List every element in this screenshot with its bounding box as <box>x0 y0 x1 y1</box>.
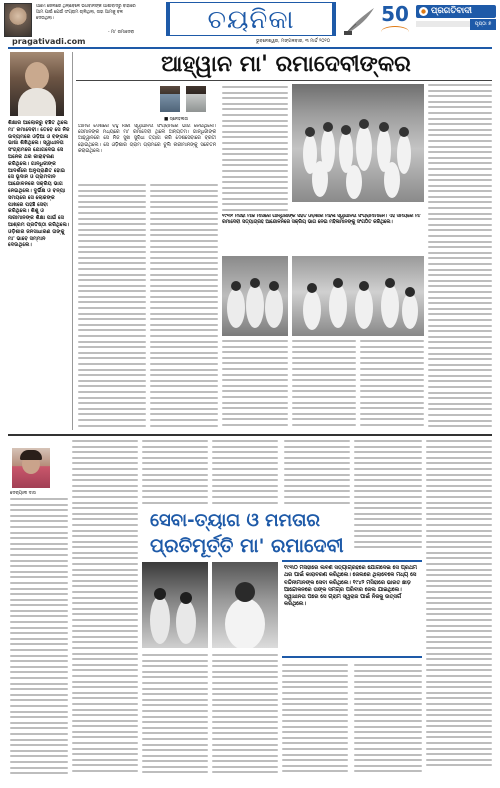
article1-column-c <box>222 86 288 214</box>
article1-intro: ଆମର ଦେଶରେ ବହୁ ନାରୀ ସ୍ୱାଧୀନତା ସଂଗ୍ରାମରେ ଭାଗ ନେଇଥିଲେ। ସେମାନଙ୍କ ମଧ୍ୟରେ ମା' ରମାଦେବୀ ଥିଲେ ଅନ୍ୟତମ। ଗାନ୍ଧିଜୀଙ୍କ ଆହ୍ୱାନରେ ସେ ନିଜ ସୁଖ ସୁବିଧା ତ୍ୟାଗ କରି ଦେଶସେବାରେ ବ୍ରତୀ ହୋଇଥିଲେ। ସେ ଓଡ଼ିଶାର ଗ୍ରାମ ଗ୍ରାମରେ ବୁଲି ନାରୀମାନଙ୍କୁ ସଚେତନ କରାଇଥିଲେ। <box>78 124 216 154</box>
article1-column-b <box>150 184 218 430</box>
article1-headline: ଆହ୍ୱାନ ମା' ରମାଦେବୀଙ୍କର <box>161 52 411 77</box>
article2-column-e <box>284 440 350 504</box>
article2-column-g <box>212 654 278 780</box>
article2-headline-line1: ସେବା-ତ୍ୟାଗ ଓ ମମତାର <box>150 510 321 531</box>
sidebar-text: ଶିକ୍ଷାର ଆଲୋକରୁ ବଞ୍ଚିତ ଥିଲେ ମା' ରମାଦେବୀ। ତେବେ ସେ ନିଜ ଉଦ୍ୟମରେ ଓଡ଼ିଆ ଓ ବଙ୍ଗଳା ଭାଷା ଶିଖିଥିଲେ। ସ୍ୱାଧୀନତା ସଂଗ୍ରାମରେ ଯୋଗଦେଇ ସେ ଅନେକ ଥର କାରାବରଣ କରିଥିଲେ। ଗାନ୍ଧିଜୀଙ୍କ ଆଦର୍ଶରେ ଅନୁପ୍ରାଣିତ ହୋଇ ସେ ଭୂଦାନ ଓ ଗ୍ରାମଦାନ ଆନ୍ଦୋଳନରେ ସକ୍ରିୟ ଭାଗ ନେଇଥିଲେ। ଦୁର୍ଭିକ୍ଷ ଓ ବନ୍ୟା ସମୟରେ ସେ ଲୋକଙ୍କ ପାଖରେ ପହଞ୍ଚି ସେବା କରିଥିଲେ। ଶିଶୁ ଓ ନାରୀମାନଙ୍କ ଶିକ୍ଷା ପାଇଁ ସେ ଆଶ୍ରମ ପ୍ରତିଷ୍ଠା କରିଥିଲେ। ଓଡ଼ିଶାର ଜନସାଧାରଣ ତାଙ୍କୁ ମା' ଭାବେ ସମ୍ମାନ ଦେଉଥିଲେ। <box>8 120 70 249</box>
article1-column-right <box>428 84 492 430</box>
article1-column-e <box>292 340 356 430</box>
article1-column-a <box>78 184 146 430</box>
article2-column-right <box>426 440 492 780</box>
article-separator <box>8 434 492 436</box>
author-photo-2 <box>186 86 206 112</box>
article1-byline: ■ ସ୍ନେହଲତା <box>164 117 189 122</box>
masthead-portrait <box>4 3 32 37</box>
article2-pullquote: ୧୯୩୦ ମସିହାରେ ଲବଣ ସତ୍ୟାଗ୍ରହରେ ଯୋଗଦେଇ ସେ ପ୍ରଥମ ଥର ପାଇଁ କାରାବରଣ କରିଥିଲେ। ଜେଲରେ ଥିଲାବେଳେ ମଧ୍ୟ ସେ ବନ୍ଦିନୀମାନଙ୍କ ସେବା କରିଥିଲେ। ୧୯୪୨ ମସିହାରେ ଭାରତ ଛାଡ଼ ଆନ୍ଦୋଳନରେ ତାଙ୍କ ସମଗ୍ର ପରିବାର ଜେଲ ଯାଇଥିଲେ। ସ୍ୱାଧୀନତା ପରେ ସେ ଗ୍ରାମ ସ୍ୱରାଜ ପାଇଁ ନିଜକୁ ଉତ୍ସର୍ଗ କରିଥିଲେ। <box>284 565 417 608</box>
article2-column-a <box>10 498 68 780</box>
website-link[interactable]: pragativadi.com <box>12 37 86 46</box>
anniversary-logo <box>378 3 412 35</box>
article1-photo-caption: ୧୯୩୧ ମସିହା ମାର୍ଚ୍ଚ ମାସରେ ଗାନ୍ଧିଜୀଙ୍କ ସହିତ ଓଡ଼ିଶାର ମହିଳା ସ୍ୱାଧୀନତା ସଂଗ୍ରାମୀମାନେ। ଏହି ସମୟରେ ମା' ରମାଦେବୀ ସତ୍ୟାଗ୍ରହ ଆନ୍ଦୋଳନରେ ସକ୍ରିୟ ଭାଗ ନେଇ ମହିଳାମାନଙ୍କୁ ସଂଗଠିତ କରିଥିଲେ। <box>222 214 422 226</box>
headline-rule <box>76 80 492 81</box>
page-label: ପୃଷ୍ଠା ୭ <box>470 19 496 30</box>
article1-third-photo <box>292 256 424 336</box>
article1-column-f <box>360 340 424 430</box>
article2-column-c <box>142 440 208 504</box>
article2-column-h <box>282 664 348 780</box>
article2-byline: ଦେବ୍ୟାନୀ ଦାସ <box>10 491 36 496</box>
article2-photo-group <box>142 562 208 648</box>
masthead-quote: ଆମେ ଜେଲରେ ଥିଲାବେଳେ ଭଗବାନଙ୍କ ଆଶୀର୍ବାଦରୁ ବାହାରେ ଆମ ପାଇଁ ଯେଉଁ ସଂଗ୍ରାମ ଚାଲିଥିଲା, ତାହା ଆମକୁ ବଳ ଦେଉଥିଲା। <box>36 4 136 21</box>
article2-column-b <box>72 440 138 780</box>
edition-strip <box>416 21 476 27</box>
article2-column-i <box>354 440 422 554</box>
article2-author-photo <box>12 448 50 488</box>
article1-group-photo <box>292 84 424 202</box>
article1-column-d <box>222 340 288 430</box>
article2-photo-portrait <box>212 562 278 648</box>
masthead-quote-author: - ମା' ରମାଦେବୀ <box>108 30 135 35</box>
article2-column-d <box>212 440 278 504</box>
paper-emblem-icon <box>418 6 429 17</box>
quill-pen-icon <box>342 6 376 36</box>
article2-column-f <box>142 654 208 780</box>
anniversary-number: 50 <box>381 2 409 26</box>
sidebar-divider <box>72 52 73 430</box>
article2-headline-line2: ପ୍ରତିମୂର୍ତ୍ତି ମା' ରମାଦେବୀ <box>150 535 344 557</box>
masthead-rule <box>8 47 492 49</box>
article2-column-j <box>354 664 422 780</box>
paper-name: ପ୍ରଗତିବାଦୀ <box>431 6 472 16</box>
dateline: ଭୁବନେଶ୍ୱର, ମଙ୍ଗଳବାର, ୩ ମାର୍ଚ୍ଚ ୨୦୨୦ <box>256 39 331 44</box>
article1-second-photo <box>222 256 288 336</box>
sidebar-portrait <box>10 52 64 116</box>
section-title: ଚୟନିକା <box>207 5 295 35</box>
author-photo-1 <box>160 86 180 112</box>
